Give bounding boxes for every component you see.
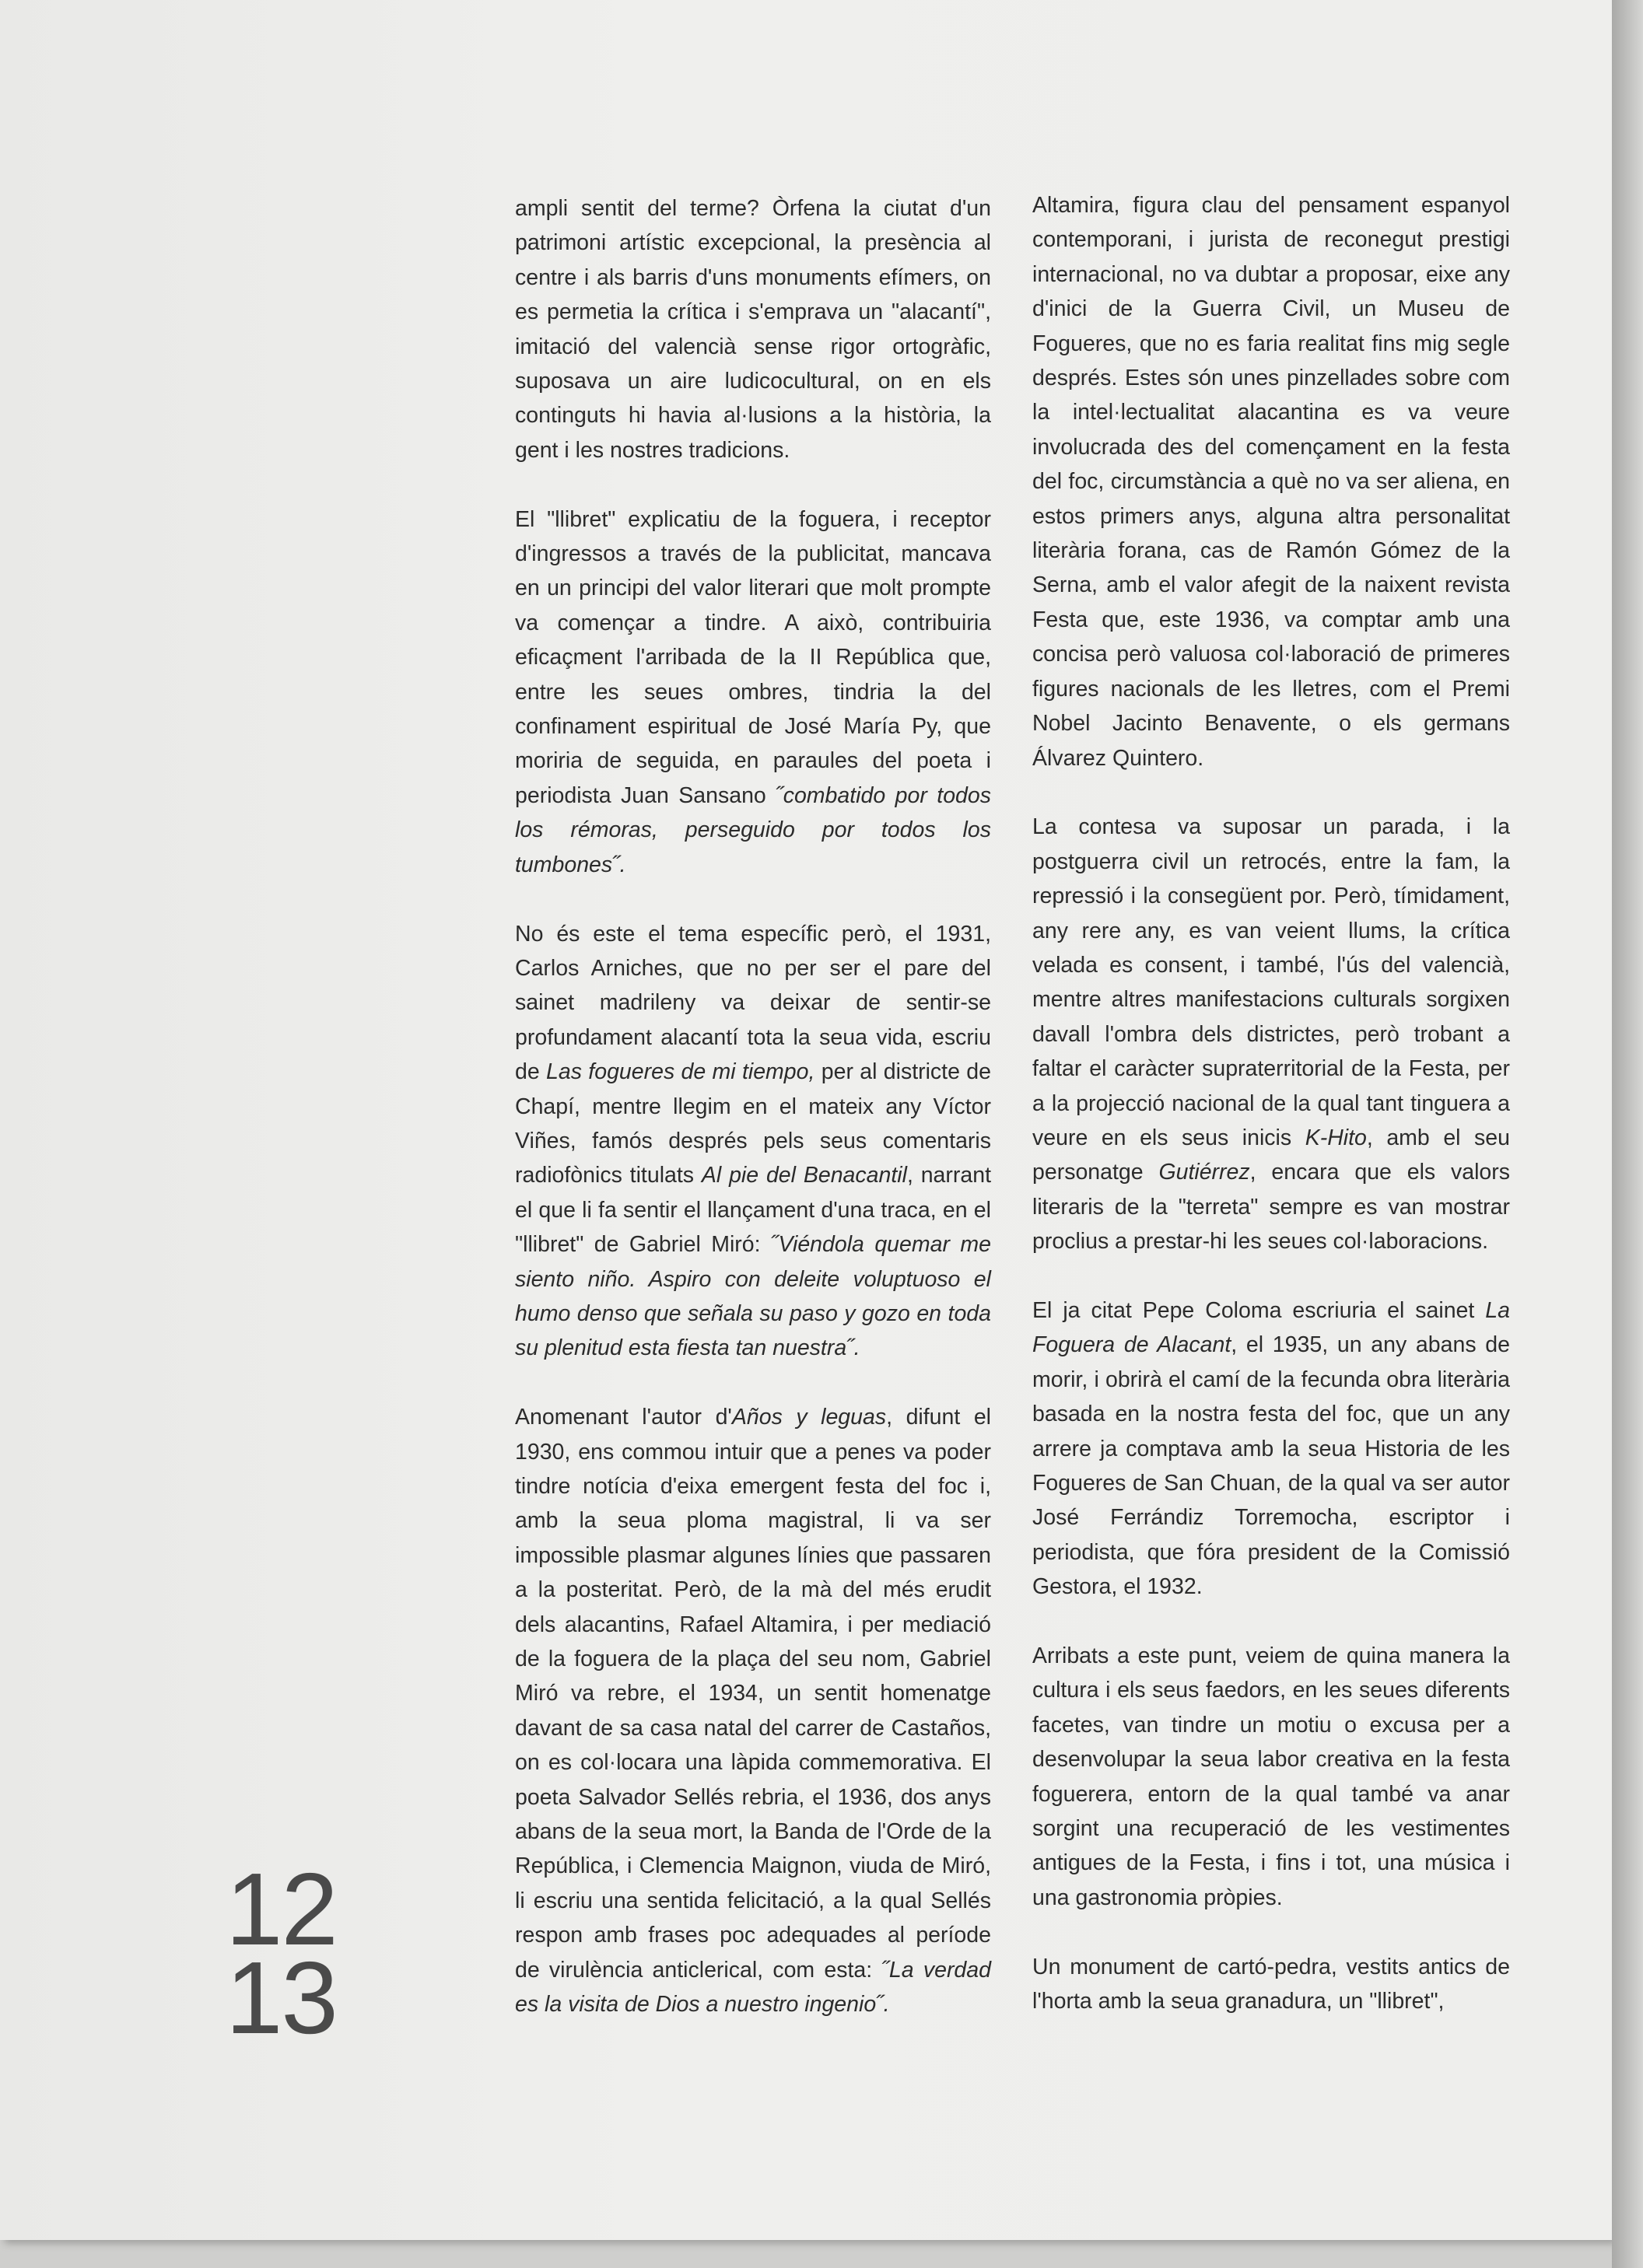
text-run: , encara que els valors literaris de la "terreta" sempre es van mostrar proclius a prestar-hi les seues col·laboracions. — [1032, 1160, 1510, 1255]
text-run: , difunt el 1930, ens commou intuir que a penes va poder tindre notícia d'eixa emergent festa del foc i, amb la seua ploma magistral, li va ser impossible plasmar algunes línies que passaren a la posteritat. Però, de la mà del més erudit dels alacantins, Rafael Altamira, i per mediació de la foguera de la plaça del seu nom, Gabriel Miró va rebre, el 1934, un sentit homenatge davant de sa casa natal del carrer de Castaños, on es col·locara una làpida commemorativa. El poeta Salvador Sellés rebria, el 1936, dos anys abans de la seua mort, la Banda de l'Orde de la República, i Clemencia Maignon, viuda de Miró, li escriu una sentida felicitació, a la qual Sellés respon amb frases poc adequades al període de virulència anticlerical, com esta: — [515, 1405, 992, 1983]
paragraph — [515, 1400, 991, 2021]
italic-text-run: K-Hito — [1305, 1125, 1367, 1150]
page-number-left: 12 — [226, 1852, 337, 1966]
italic-text-run: La Foguera de Alacant — [1032, 1297, 1510, 1358]
paragraph — [1032, 1293, 1510, 1605]
paragraph — [1032, 1639, 1510, 1915]
text-run: Un monument de cartó-pedra, vestits antics de l'horta amb la seua granadura, un "llibret", — [1032, 1954, 1510, 2014]
paragraph — [1032, 810, 1510, 1258]
paragraph — [1032, 1950, 1510, 2019]
paragraph — [515, 917, 991, 1366]
text-run: La contesa va suposar un parada, i la postguerra civil un retrocés, entre la fam, la repressió i la consegüent por. Però, tímidament, any rere any, es van veient llums, la crítica velada es consent, i també, l'ús del valencià, mentre altres manifestacions culturals sorgixen davall l'ombra dels districtes, però trobant a faltar el caràcter supraterritorial de la Festa, per a la projecció nacional de la qual tant tinguera a veure en els seus inicis — [1032, 814, 1510, 1150]
italic-text-run: Al pie del Benacantil — [701, 1163, 907, 1188]
text-run: El "llibret" explicatiu de la foguera, i receptor d'ingressos a través de la publicitat, mancava en un principi del valor literari que molt prompte va començar a tindre. A això, contribuiria eficaçment l'arribada de la II República que, entre les seues ombres, tindria la del confinament espiritual de José María Py, que moriria de seguida, en paraules del poeta i periodista Juan Sansano — [515, 506, 991, 808]
page-number-right: 13 — [226, 1941, 337, 2055]
text-run: Arribats a este punt, veiem de quina manera la cultura i els seus faedors, en les seues diferents facetes, van tindre un motiu o excusa per a desenvolupar la seua labor creativa en la festa foguerera, entorn de la qual també va anar sorgint una recuperació de les vestimentes antigues de la Festa, i fins i tot, una música i una gastronomia pròpies. — [1032, 1643, 1510, 1910]
text-run: El ja citat Pepe Coloma escriuria el sainet — [1032, 1297, 1486, 1323]
paragraph — [515, 502, 991, 882]
text-run: , el 1935, un any abans de morir, i obrirà el camí de la fecunda obra literària basada en la nostra festa del foc, que un any arrere ja comptava amb la seua Historia de les Fogueres de San Chuan, de la qual va ser autor José Ferrándiz Torremocha, escriptor i periodista, que fóra president de la Comissió Gestora, el 1932. — [1032, 1332, 1510, 1600]
right-text-column — [1032, 188, 1510, 2018]
text-run: per al districte de Chapí, mentre llegim en el mateix any Víctor Viñes, famós després pels seus comentaris radiofònics titulats — [515, 1059, 991, 1188]
italic-text-run: Años y leguas — [731, 1405, 887, 1430]
left-text-column — [515, 191, 991, 2021]
paragraph — [1032, 188, 1510, 775]
text-run: ampli sentit del terme? Òrfena la ciutat d'un patrimoni artístic excepcional, la presència al centre i als barris d'uns monuments efímers, on es permetia la crítica i s'emprava un "alacantí", imitació del valencià sense rigor ortogràfic, suposava un aire ludicocultural, on en els continguts hi havia al·lusions a la història, la gent i les nostres tradicions. — [515, 196, 991, 463]
text-run: No és este el tema específic però, el 1931, Carlos Arniches, que no per ser el pare del sainet madrileny va deixar de sentir-se profundament alacantí tota la seua vida, escriu de — [515, 921, 991, 1085]
italic-text-run: Las fogueres de mi tiempo, — [546, 1059, 815, 1085]
paragraph — [515, 191, 991, 467]
italic-text-run: Gutiérrez — [1158, 1160, 1250, 1185]
page-stack-edge — [1612, 0, 1643, 2268]
text-run: Altamira, figura clau del pensament espanyol contemporani, i jurista de reconegut prestigi internacional, no va dubtar a proposar, eixe any d'inici de la Guerra Civil, un Museu de Fogueres, que no es faria realitat fins mig segle després. Estes són unes pinzellades sobre com la intel·lectualitat alacantina es va veure involucrada des del començament en la festa del foc, circumstància a què no va ser aliena, en estos primers anys, alguna altra personalitat literària forana, cas de Ramón Gómez de la Serna, amb el valor afegit de la naixent revista Festa que, este 1936, va comptar amb una concisa però valuosa col·laboració de primeres figures nacionals de les lletres, com el Premi Nobel Jacinto Benavente, o els germans Álvarez Quintero. — [1032, 193, 1510, 771]
text-run: Anomenant l'autor d' — [515, 1405, 732, 1430]
text-run: , narrant el que li fa sentir el llançament d'una traca, en el "llibret" de Gabriel Miró: — [515, 1163, 992, 1258]
italic-text-run: ˝combatido por todos los rémoras, perseguido por todos los tumbones˝. — [515, 782, 991, 877]
page-numbers — [226, 1852, 342, 2055]
italic-text-run: ˝La verdad es la visita de Dios a nuestro ingenio˝. — [515, 1957, 991, 2018]
italic-text-run: ˝Viéndola quemar me siento niño. Aspiro con deleite voluptuoso el humo denso que señala su paso y gozo en toda su plenitud esta fiesta tan nuestra˝. — [515, 1232, 991, 1361]
text-run: , amb el seu personatge — [1032, 1125, 1510, 1185]
